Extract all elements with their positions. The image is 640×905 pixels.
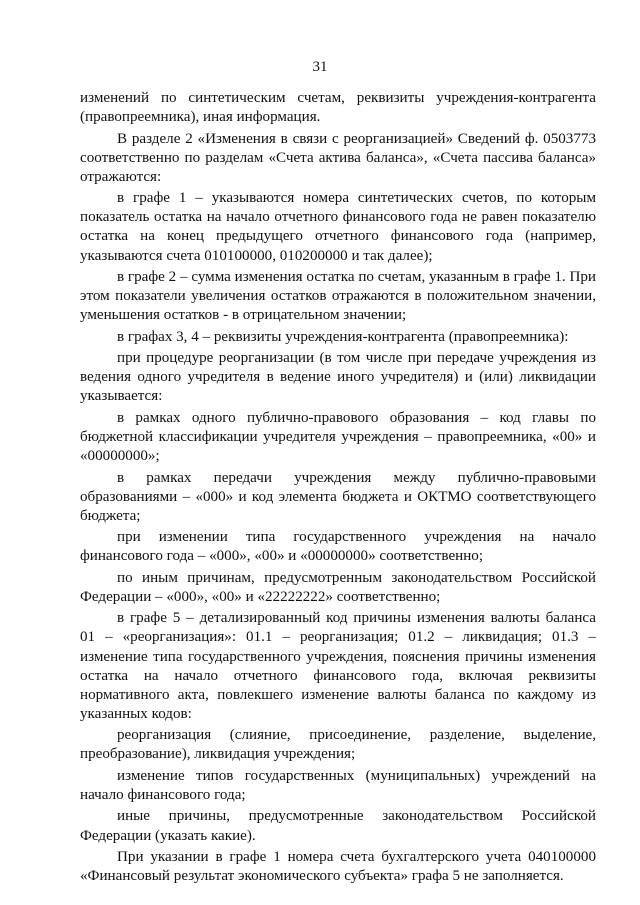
paragraph: по иным причинам, предусмотренным законодательством Российской Федерации – «000», «00» и «22222222» соответственно; [80,569,596,605]
page-number: 31 [312,59,328,75]
paragraph: в графе 1 – указываются номера синтетических счетов, по которым показатель остатка на начало отчетного финансового года не равен показателю остатка на конец предыдущего отчетного финансового года (например, указываются счета 010100000, 010200000 и так далее); [80,190,596,264]
paragraph: при изменении типа государственного учреждения на начало финансового года – «000», «00» и «00000000» соответственно; [80,529,596,565]
document-body [80,89,596,889]
paragraph: в графе 5 – детализированный код причины изменения валюты баланса 01 – «реорганизация»: 01.1 – реорганизация; 01.2 – ликвидация; 01.3 – изменение типа государственного учреждения, пояснения причины изменения остатка на начало отчетного финансового года, включая реквизиты нормативного акта, повлекшего изменение валюты баланса по каждому из указанных кодов: [80,610,596,722]
paragraph: при процедуре реорганизации (в том числе при передаче учреждения из ведения одного учредителя в ведение иного учредителя) и (или) ликвидации указывается: [80,350,596,405]
paragraph: иные причины, предусмотренные законодательством Российской Федерации (указать какие). [80,808,596,844]
paragraph: в графе 2 – сумма изменения остатка по счетам, указанным в графе 1. При этом показатели увеличения остатков отражаются в положительном значении, уменьшения остатков - в отрицательном значении; [80,269,596,324]
paragraph: в рамках передачи учреждения между публично-правовыми образованиями – «000» и код элемента бюджета и ОКТМО соответствующего бюджета; [80,469,596,524]
paragraph: в графах 3, 4 – реквизиты учреждения-контрагента (правопреемника): [117,328,569,345]
paragraph: изменений по синтетическим счетам, реквизиты учреждения-контрагента (правопреемника), иная информация. [80,90,596,126]
paragraph: В разделе 2 «Изменения в связи с реорганизацией» Сведений ф. 0503773 соответственно по разделам «Счета актива баланса», «Счета пассива баланса» отражаются: [80,130,596,185]
paragraph: При указании в графе 1 номера счета бухгалтерского учета 040100000 «Финансовый результат экономического субъекта» графа 5 не заполняется. [80,849,596,885]
paragraph: изменение типов государственных (муниципальных) учреждений на начало финансового года; [80,767,596,803]
paragraph: реорганизация (слияние, присоединение, разделение, выделение, преобразование), ликвидация учреждения; [80,727,596,763]
paragraph: в рамках одного публично-правового образования – код главы по бюджетной классификации учредителя учреждения – правопреемника, «00» и «00000000»; [80,409,596,465]
